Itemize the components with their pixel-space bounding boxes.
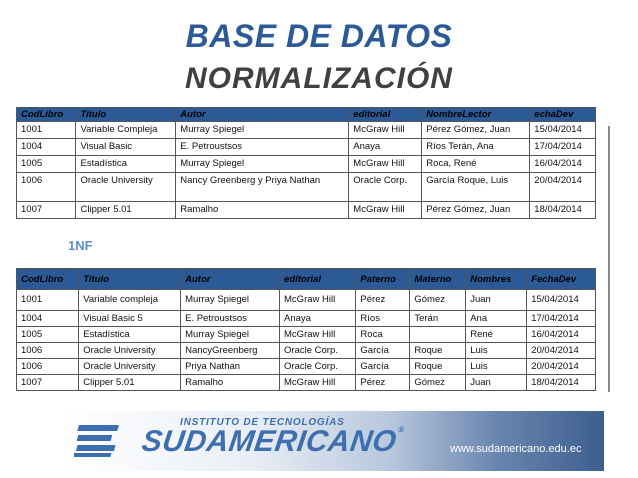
table-cell: 18/04/2014 [527, 375, 596, 391]
table-cell: Juan [466, 375, 527, 391]
table-cell: 1005 [17, 156, 76, 173]
column-header: echaDev [530, 108, 596, 122]
table-row [17, 139, 596, 156]
table2-body [17, 290, 596, 391]
table-cell: 16/04/2014 [530, 156, 596, 173]
table-cell: René [466, 327, 527, 343]
column-header: editorial [349, 108, 422, 122]
table-cell: McGraw Hill [349, 156, 422, 173]
decorative-divider [608, 126, 610, 392]
table1-body [17, 122, 596, 219]
table-cell: Luis [466, 343, 527, 359]
table-cell: McGraw Hill [280, 290, 356, 311]
table-cell: Roque [410, 343, 466, 359]
table-row [17, 290, 596, 311]
table-cell: 1004 [17, 311, 79, 327]
table-cell: Murray Spiegel [176, 156, 349, 173]
table-cell: Pérez [356, 375, 410, 391]
institute-name: INSTITUTO DE TECNOLOGÍAS [180, 417, 345, 428]
table-cell: 1005 [17, 327, 79, 343]
table-cell: 1006 [17, 343, 79, 359]
table-cell: Variable Compleja [76, 122, 176, 139]
table-row [17, 173, 596, 202]
column-header: Autor [181, 269, 280, 290]
table-cell: McGraw Hill [280, 375, 356, 391]
table-cell: 1007 [17, 202, 76, 219]
table-cell: Murray Spiegel [176, 122, 349, 139]
table-cell: McGraw Hill [349, 122, 422, 139]
table2-header-row [17, 269, 596, 290]
table-row [17, 156, 596, 173]
table-cell: Visual Basic [76, 139, 176, 156]
table-cell: Pérez Gómez, Juan [422, 122, 530, 139]
table-row [17, 343, 596, 359]
table-cell: García [356, 343, 410, 359]
table-cell: Roca, René [422, 156, 530, 173]
table-cell: E. Petroustsos [181, 311, 280, 327]
table-cell: 17/04/2014 [527, 311, 596, 327]
table-cell: 1006 [17, 359, 79, 375]
table-cell: 1007 [17, 375, 79, 391]
table-cell: 1006 [17, 173, 76, 202]
table-cell: Ríos Terán, Ana [422, 139, 530, 156]
column-header: Materno [410, 269, 466, 290]
table1-header-row [17, 108, 596, 122]
first-normal-form-label: 1NF [68, 238, 93, 253]
footer-banner [64, 411, 604, 471]
column-header: Nombres [466, 269, 527, 290]
table-cell: Visual Basic 5 [79, 311, 181, 327]
table-cell: 1001 [17, 122, 76, 139]
table-cell: Oracle Corp. [349, 173, 422, 202]
table-cell: Gómez [410, 375, 466, 391]
column-header: Paterno [356, 269, 410, 290]
table-cell: 1004 [17, 139, 76, 156]
column-header: Titulo [76, 108, 176, 122]
table-row [17, 311, 596, 327]
table-cell: Ramalho [181, 375, 280, 391]
table-cell: Oracle Corp. [280, 359, 356, 375]
table-cell: Juan [466, 290, 527, 311]
table-row [17, 122, 596, 139]
table-row [17, 327, 596, 343]
table-row [17, 359, 596, 375]
table-cell: Nancy Greenberg y Priya Nathan [176, 173, 349, 202]
table-cell: 18/04/2014 [530, 202, 596, 219]
table-row [17, 375, 596, 391]
unnormalized-table [16, 107, 596, 219]
table-cell: Oracle Corp. [280, 343, 356, 359]
table-cell: Oracle University [76, 173, 176, 202]
column-header: CodLibro [17, 108, 76, 122]
column-header: Titulo [79, 269, 181, 290]
table-cell: Clipper 5.01 [79, 375, 181, 391]
table-cell: McGraw Hill [280, 327, 356, 343]
table-cell: Oracle University [79, 343, 181, 359]
table-cell: García [356, 359, 410, 375]
table-cell [410, 327, 466, 343]
table-cell: Ramalho [176, 202, 349, 219]
table-cell: Murray Spiegel [181, 327, 280, 343]
table-cell: Pérez [356, 290, 410, 311]
table-cell: Pérez Gómez, Juan [422, 202, 530, 219]
column-header: FechaDev [527, 269, 596, 290]
column-header: editorial [280, 269, 356, 290]
table-cell: 20/04/2014 [527, 359, 596, 375]
table-cell: Priya Nathan [181, 359, 280, 375]
table-cell: García Roque, Luis [422, 173, 530, 202]
slide-title: BASE DE DATOS [185, 18, 453, 54]
table-cell: 15/04/2014 [527, 290, 596, 311]
table-cell: E. Petroustsos [176, 139, 349, 156]
1nf-table [16, 268, 596, 391]
table-cell: Luis [466, 359, 527, 375]
table-cell: McGraw Hill [349, 202, 422, 219]
table-cell: NancyGreenberg [181, 343, 280, 359]
table-cell: 20/04/2014 [527, 343, 596, 359]
website-link[interactable]: www.sudamericano.edu.ec [450, 443, 582, 455]
table-cell: Roque [410, 359, 466, 375]
column-header: NombreLector [422, 108, 530, 122]
table-cell: Variable compleja [79, 290, 181, 311]
table-cell: 16/04/2014 [527, 327, 596, 343]
table-cell: Clipper 5.01 [76, 202, 176, 219]
table-cell: 1001 [17, 290, 79, 311]
table-cell: Ana [466, 311, 527, 327]
table-cell: 20/04/2014 [530, 173, 596, 202]
table-cell: Terán [410, 311, 466, 327]
table-cell: Ríos [356, 311, 410, 327]
table-cell: 15/04/2014 [530, 122, 596, 139]
table-cell: Gómez [410, 290, 466, 311]
brand-name: SUDAMERICANO® [139, 425, 406, 458]
table-cell: Oracle University [79, 359, 181, 375]
table-cell: Estadística [76, 156, 176, 173]
table-cell: Roca [356, 327, 410, 343]
table-row [17, 202, 596, 219]
table-cell: Anaya [280, 311, 356, 327]
column-header: CodLibro [17, 269, 79, 290]
column-header: Autor [176, 108, 349, 122]
table-cell: Murray Spiegel [181, 290, 280, 311]
table-cell: Anaya [349, 139, 422, 156]
institute-logo-icon [74, 421, 126, 459]
table-cell: Estadística [79, 327, 181, 343]
table-cell: 17/04/2014 [530, 139, 596, 156]
slide-subtitle: NORMALIZACIÓN [185, 62, 453, 95]
